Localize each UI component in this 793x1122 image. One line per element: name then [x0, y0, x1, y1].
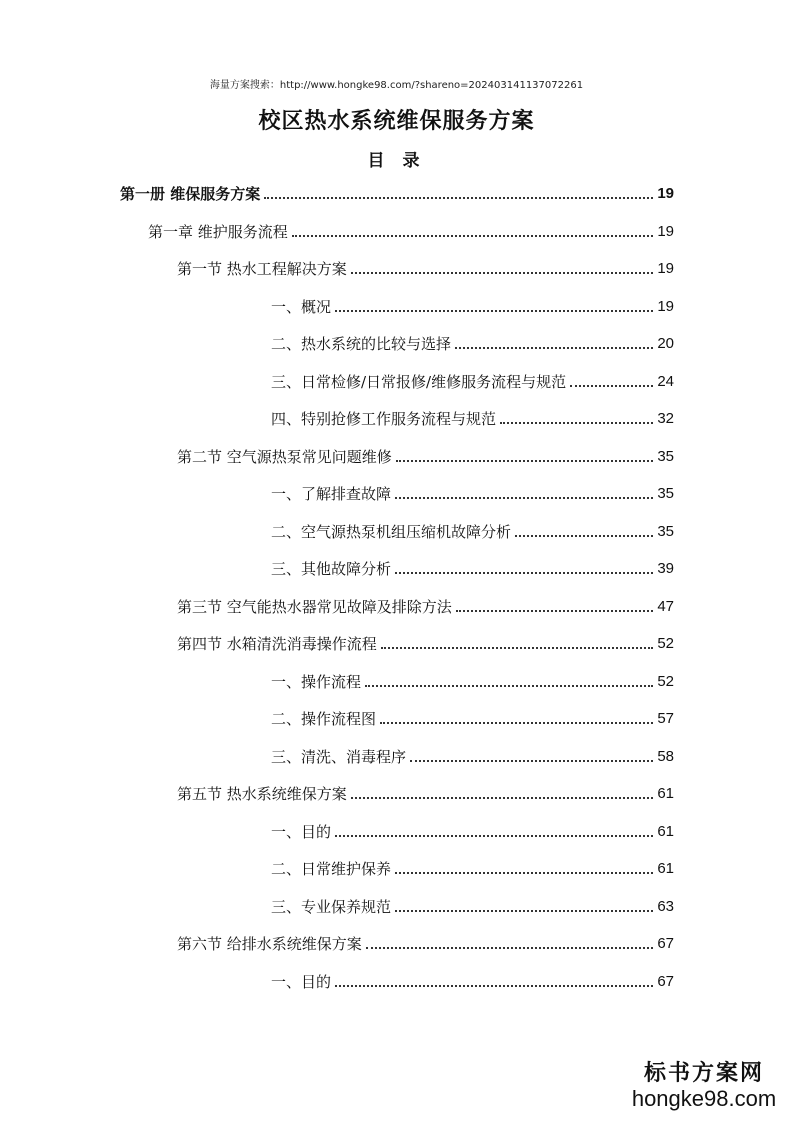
toc-dot-leader	[395, 572, 653, 574]
toc-dot-leader	[351, 797, 654, 799]
toc-entry[interactable]	[271, 856, 674, 880]
toc-entry[interactable]	[120, 181, 674, 205]
toc-page-number: 20	[657, 335, 674, 352]
toc-page-number: 52	[657, 635, 674, 652]
toc-page-number: 19	[657, 297, 674, 315]
toc-page-number: 19	[657, 185, 674, 202]
toc-dot-leader	[500, 422, 653, 424]
toc-page-number: 35	[657, 447, 674, 465]
toc-entry-title: 第一册 维保服务方案	[120, 185, 261, 203]
toc-entry[interactable]	[148, 219, 674, 243]
toc-entry-title: 第三节 空气能热水器常见故障及排除方法	[177, 597, 452, 616]
toc-page-number: 35	[657, 485, 674, 502]
toc-dot-leader	[264, 197, 653, 199]
toc-page-number: 67	[657, 935, 674, 952]
toc-entry[interactable]	[177, 781, 674, 805]
toc-page-number: 39	[657, 560, 674, 577]
toc-dot-leader	[396, 460, 654, 462]
toc-entry-title: 一、概况	[271, 297, 332, 316]
site-watermark	[629, 1060, 779, 1112]
toc-page-number: 52	[657, 672, 674, 690]
toc-dot-leader	[365, 685, 653, 687]
toc-entry-title: 一、操作流程	[271, 672, 362, 691]
toc-dot-leader	[455, 347, 653, 349]
toc-entry[interactable]	[177, 256, 674, 280]
toc-heading: 目 录	[367, 151, 426, 171]
document-title: 校区热水系统维保服务方案	[258, 109, 535, 134]
toc-dot-leader	[335, 835, 653, 837]
toc-dot-leader	[456, 610, 654, 612]
toc-page-number: 24	[657, 372, 674, 390]
toc-dot-leader	[380, 722, 653, 724]
toc-dot-leader	[335, 310, 653, 312]
toc-entry[interactable]	[271, 894, 674, 918]
toc-entry[interactable]	[271, 669, 674, 693]
toc-dot-leader	[395, 872, 653, 874]
toc-dot-leader	[570, 385, 653, 387]
toc-dot-leader	[381, 647, 654, 649]
toc-page-number: 58	[657, 747, 674, 765]
header-search-note: 海量方案搜索：http://www.hongke98.com/?shareno=202403141137072261	[209, 80, 584, 91]
toc-page-number: 61	[657, 860, 674, 877]
toc-entry-title: 四、特别抢修工作服务流程与规范	[271, 410, 497, 428]
toc-entry[interactable]	[271, 744, 674, 768]
toc-page-number: 35	[657, 522, 674, 540]
toc-page-number: 47	[657, 597, 674, 615]
toc-entry[interactable]	[177, 931, 674, 955]
toc-entry[interactable]	[271, 406, 674, 430]
toc-page-number: 61	[657, 785, 674, 802]
toc-page-number: 67	[657, 972, 674, 990]
toc-page-number: 32	[657, 410, 674, 427]
toc-entry[interactable]	[271, 481, 674, 505]
toc-entry-title: 三、专业保养规范	[271, 897, 392, 916]
toc-entry-title: 二、日常维护保养	[271, 860, 392, 878]
toc-page-number: 19	[657, 222, 674, 240]
toc-entry-title: 第六节 给排水系统维保方案	[177, 935, 362, 953]
toc-dot-leader	[366, 947, 654, 949]
toc-entry-title: 第一节 热水工程解决方案	[177, 260, 347, 278]
toc-entry[interactable]	[177, 444, 674, 468]
toc-entry[interactable]	[271, 294, 674, 318]
toc-entry[interactable]	[271, 819, 674, 843]
toc-entry-title: 一、目的	[271, 972, 332, 991]
toc-dot-leader	[395, 497, 653, 499]
toc-dot-leader	[395, 910, 653, 912]
toc-dot-leader	[292, 235, 654, 237]
toc-entry[interactable]	[271, 519, 674, 543]
toc-entry[interactable]	[177, 631, 674, 655]
toc-entry[interactable]	[271, 969, 674, 993]
toc-dot-leader	[515, 535, 653, 537]
toc-page-number: 63	[657, 897, 674, 915]
toc-entry-title: 一、了解排查故障	[271, 485, 392, 503]
toc-entry-title: 第四节 水箱清洗消毒操作流程	[177, 635, 377, 653]
toc-entry[interactable]	[271, 369, 674, 393]
toc-page-number: 19	[657, 260, 674, 277]
toc-entry-title: 三、清洗、消毒程序	[271, 747, 407, 766]
toc-entry-title: 二、空气源热泵机组压缩机故障分析	[271, 522, 512, 541]
toc-page-number: 61	[657, 822, 674, 840]
toc-entry[interactable]	[271, 331, 674, 355]
toc-dot-leader	[410, 760, 653, 762]
toc-entry-title: 第二节 空气源热泵常见问题维修	[177, 447, 392, 466]
toc-entry-title: 二、操作流程图	[271, 710, 377, 728]
watermark-chinese-text: 标书方案网	[643, 1060, 764, 1086]
toc-entry-title: 第五节 热水系统维保方案	[177, 785, 347, 803]
toc-dot-leader	[335, 985, 653, 987]
toc-entry[interactable]	[177, 594, 674, 618]
toc-dot-leader	[351, 272, 654, 274]
toc-entry-title: 三、其他故障分析	[271, 560, 392, 578]
toc-entry-title: 第一章 维护服务流程	[148, 222, 288, 241]
toc-page-number: 57	[657, 710, 674, 727]
toc-entry[interactable]	[271, 556, 674, 580]
toc-entry-title: 三、日常检修/日常报修/维修服务流程与规范	[271, 372, 567, 391]
toc-entry[interactable]	[271, 706, 674, 730]
toc-entry-title: 一、目的	[271, 822, 332, 841]
toc-entry-title: 二、热水系统的比较与选择	[271, 335, 452, 353]
watermark-domain-text: hongke98.com	[631, 1086, 777, 1111]
